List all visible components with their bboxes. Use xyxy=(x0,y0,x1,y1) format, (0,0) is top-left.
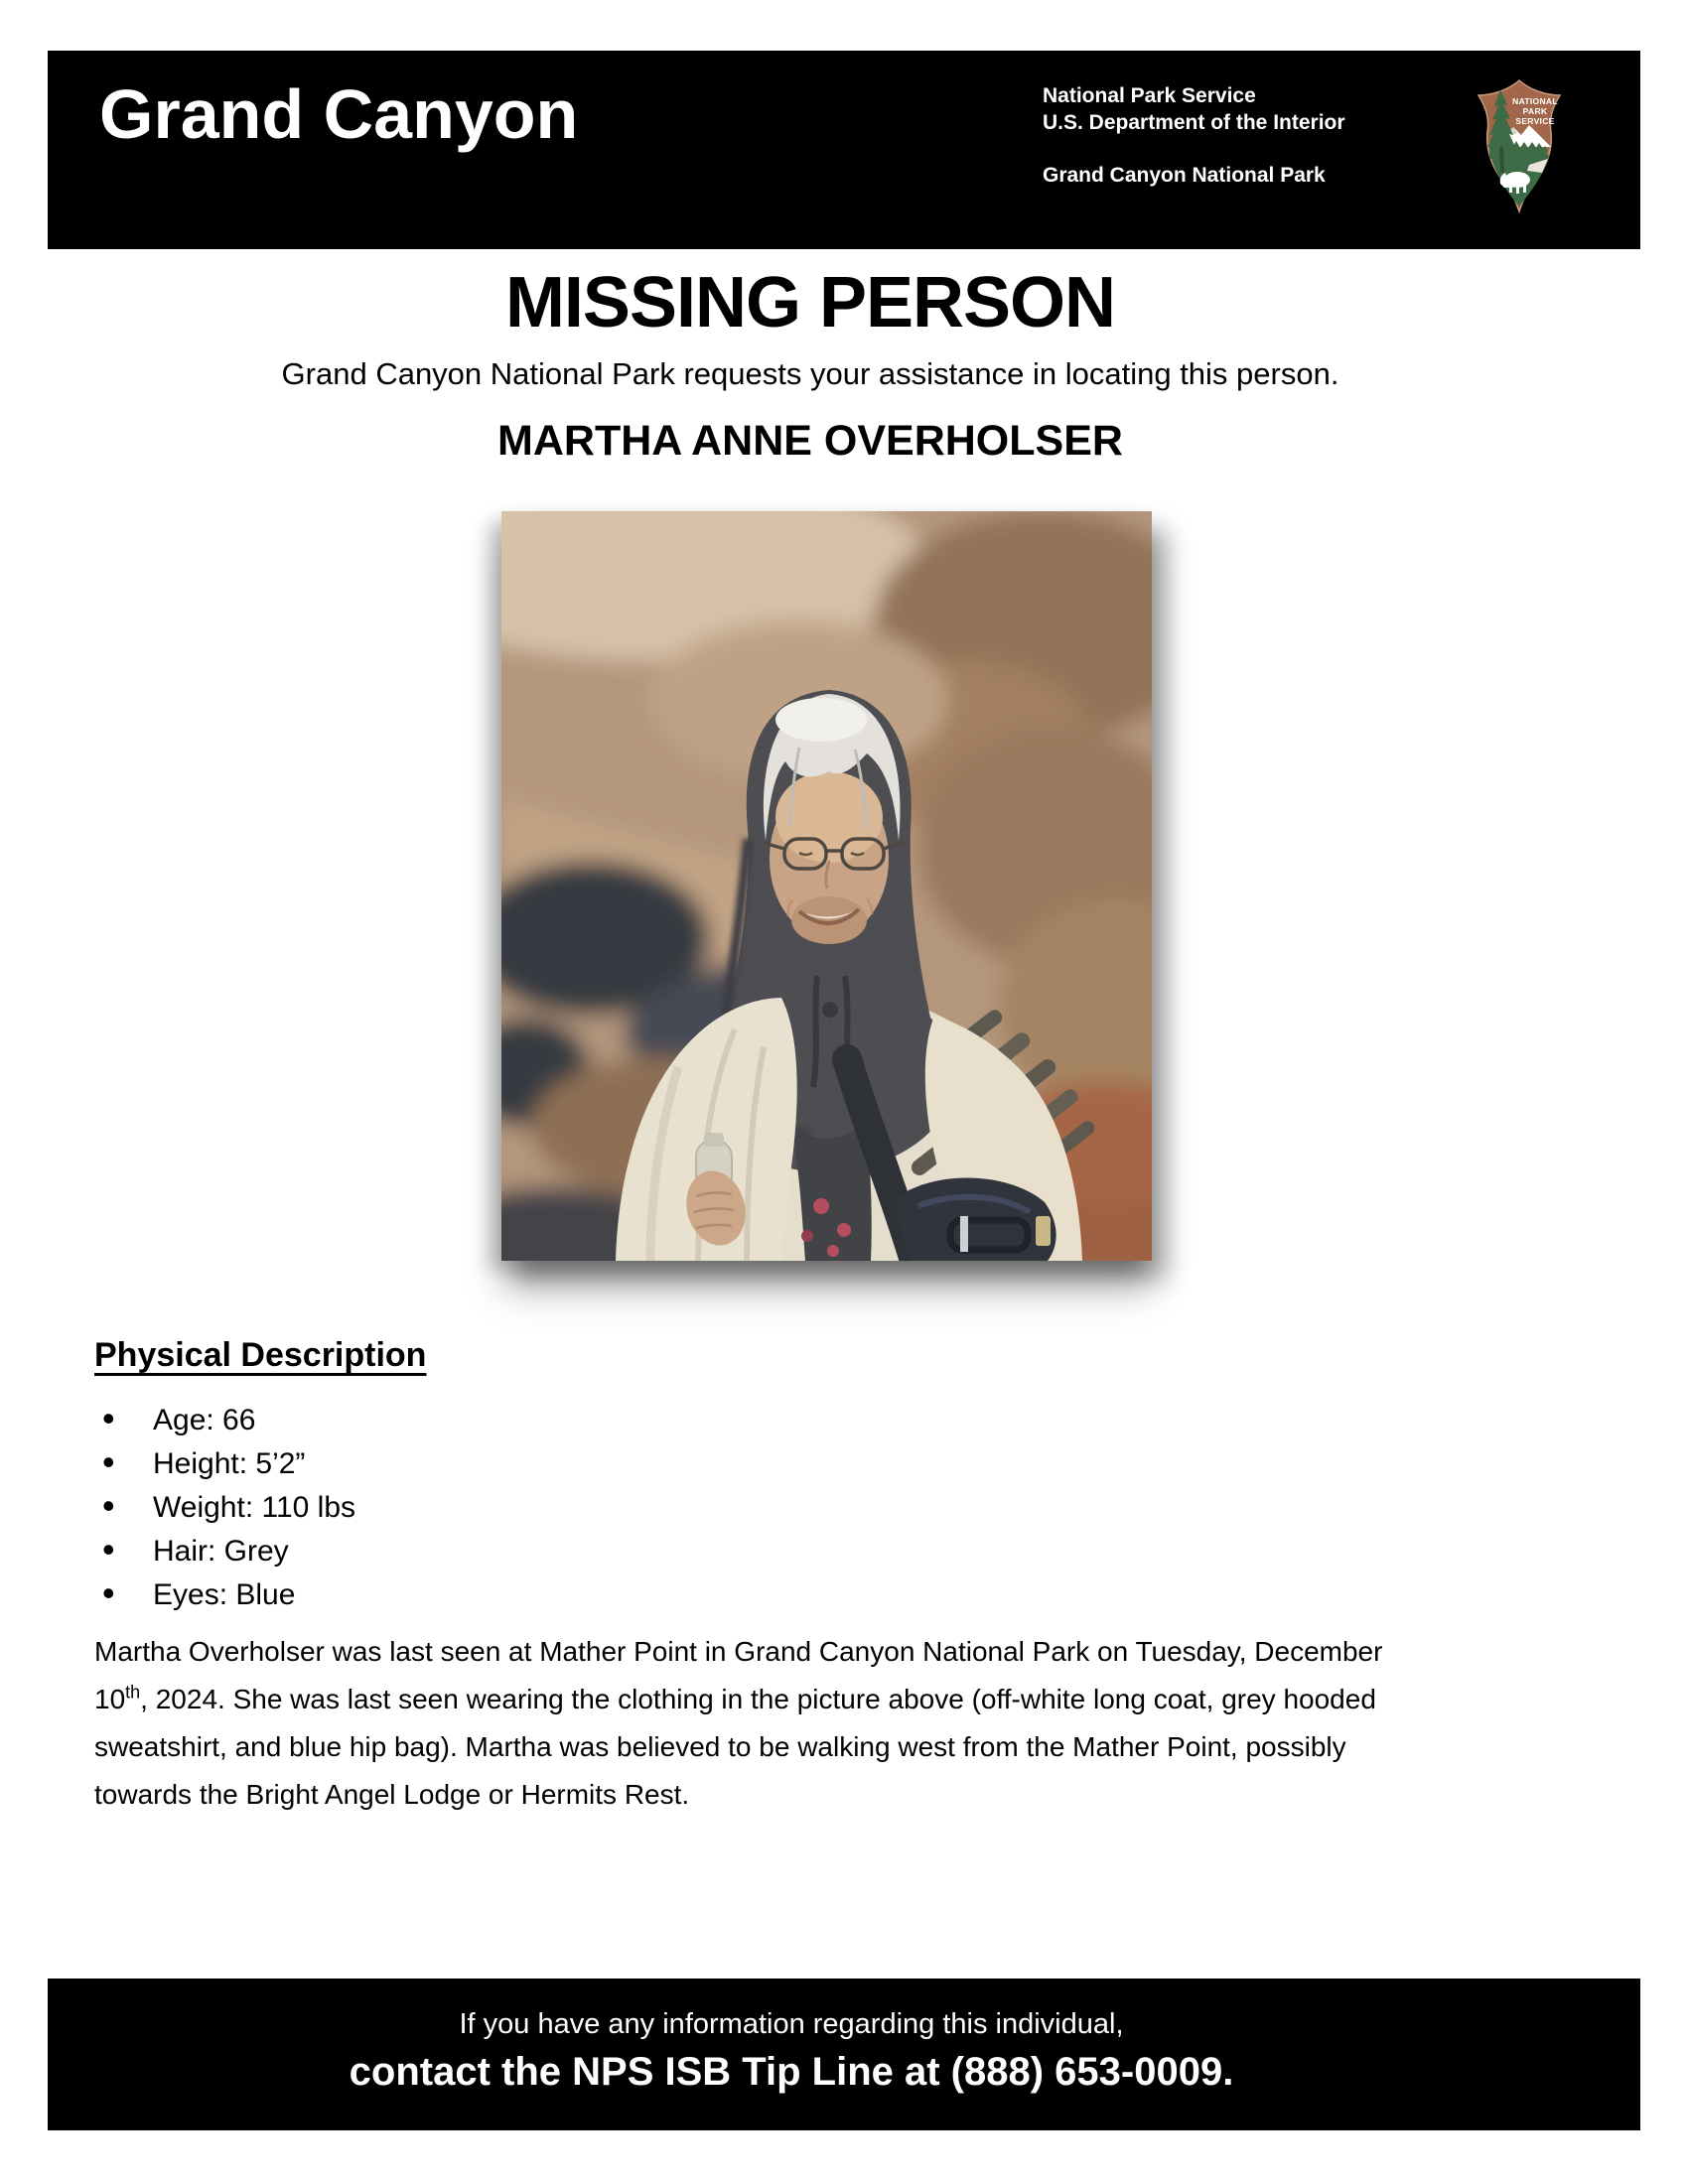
agency-block xyxy=(1043,82,1345,189)
physical-description-section xyxy=(94,1336,426,1617)
physical-description-list xyxy=(94,1399,426,1617)
attribute-hair: • Hair: Grey xyxy=(94,1530,426,1573)
attribute-weight: • Weight: 110 lbs xyxy=(94,1486,426,1530)
paragraph-line-2-rest: , 2024. She was last seen wearing the clothing in the picture above (off-white long coat, grey hooded xyxy=(140,1684,1376,1714)
svg-text:PARK: PARK xyxy=(1522,106,1548,116)
nps-arrowhead-icon xyxy=(1470,77,1569,214)
footer-bar xyxy=(48,1979,1640,2130)
svg-text:SERVICE: SERVICE xyxy=(1515,116,1555,126)
attribute-height: • Height: 5’2” xyxy=(94,1442,426,1486)
park-name-line: Grand Canyon National Park xyxy=(1043,164,1326,187)
assistance-subtitle: Grand Canyon National Park requests your assistance in locating this person. xyxy=(281,356,1339,391)
photo-illustration xyxy=(501,511,1152,1261)
header-bar xyxy=(48,51,1640,249)
date-number: 10 xyxy=(94,1684,126,1714)
footer-tipline: contact the NPS ISB Tip Line at (888) 653-0009. xyxy=(349,2050,1234,2094)
svg-text:NATIONAL: NATIONAL xyxy=(1512,96,1558,106)
park-title: Grand Canyon xyxy=(99,75,579,153)
attribute-age: • Age: 66 xyxy=(94,1399,426,1442)
physical-description-heading: Physical Description xyxy=(94,1336,427,1374)
agency-line-nps: National Park Service xyxy=(1043,84,1256,107)
last-seen-paragraph xyxy=(94,1628,1514,1819)
date-ordinal: th xyxy=(125,1682,141,1703)
paragraph-line-1: Martha Overholser was last seen at Mather Point in Grand Canyon National Park on Tuesday, December xyxy=(94,1636,1383,1667)
footer-info-line: If you have any information regarding this individual, xyxy=(459,2008,1124,2040)
missing-person-title: MISSING PERSON xyxy=(504,263,1116,342)
missing-person-photo xyxy=(501,511,1152,1261)
agency-line-doi: U.S. Department of the Interior xyxy=(1043,111,1345,134)
paragraph-line-2 xyxy=(94,1676,1514,1723)
paragraph-line-3: sweatshirt, and blue hip bag). Martha was believed to be walking west from the Mather Point, possibly xyxy=(94,1731,1346,1762)
nps-arrowhead-logo xyxy=(1470,77,1569,214)
paragraph-line-4: towards the Bright Angel Lodge or Hermits Rest. xyxy=(94,1779,690,1810)
person-name: MARTHA ANNE OVERHOLSER xyxy=(497,417,1123,465)
attribute-eyes: • Eyes: Blue xyxy=(94,1573,426,1617)
